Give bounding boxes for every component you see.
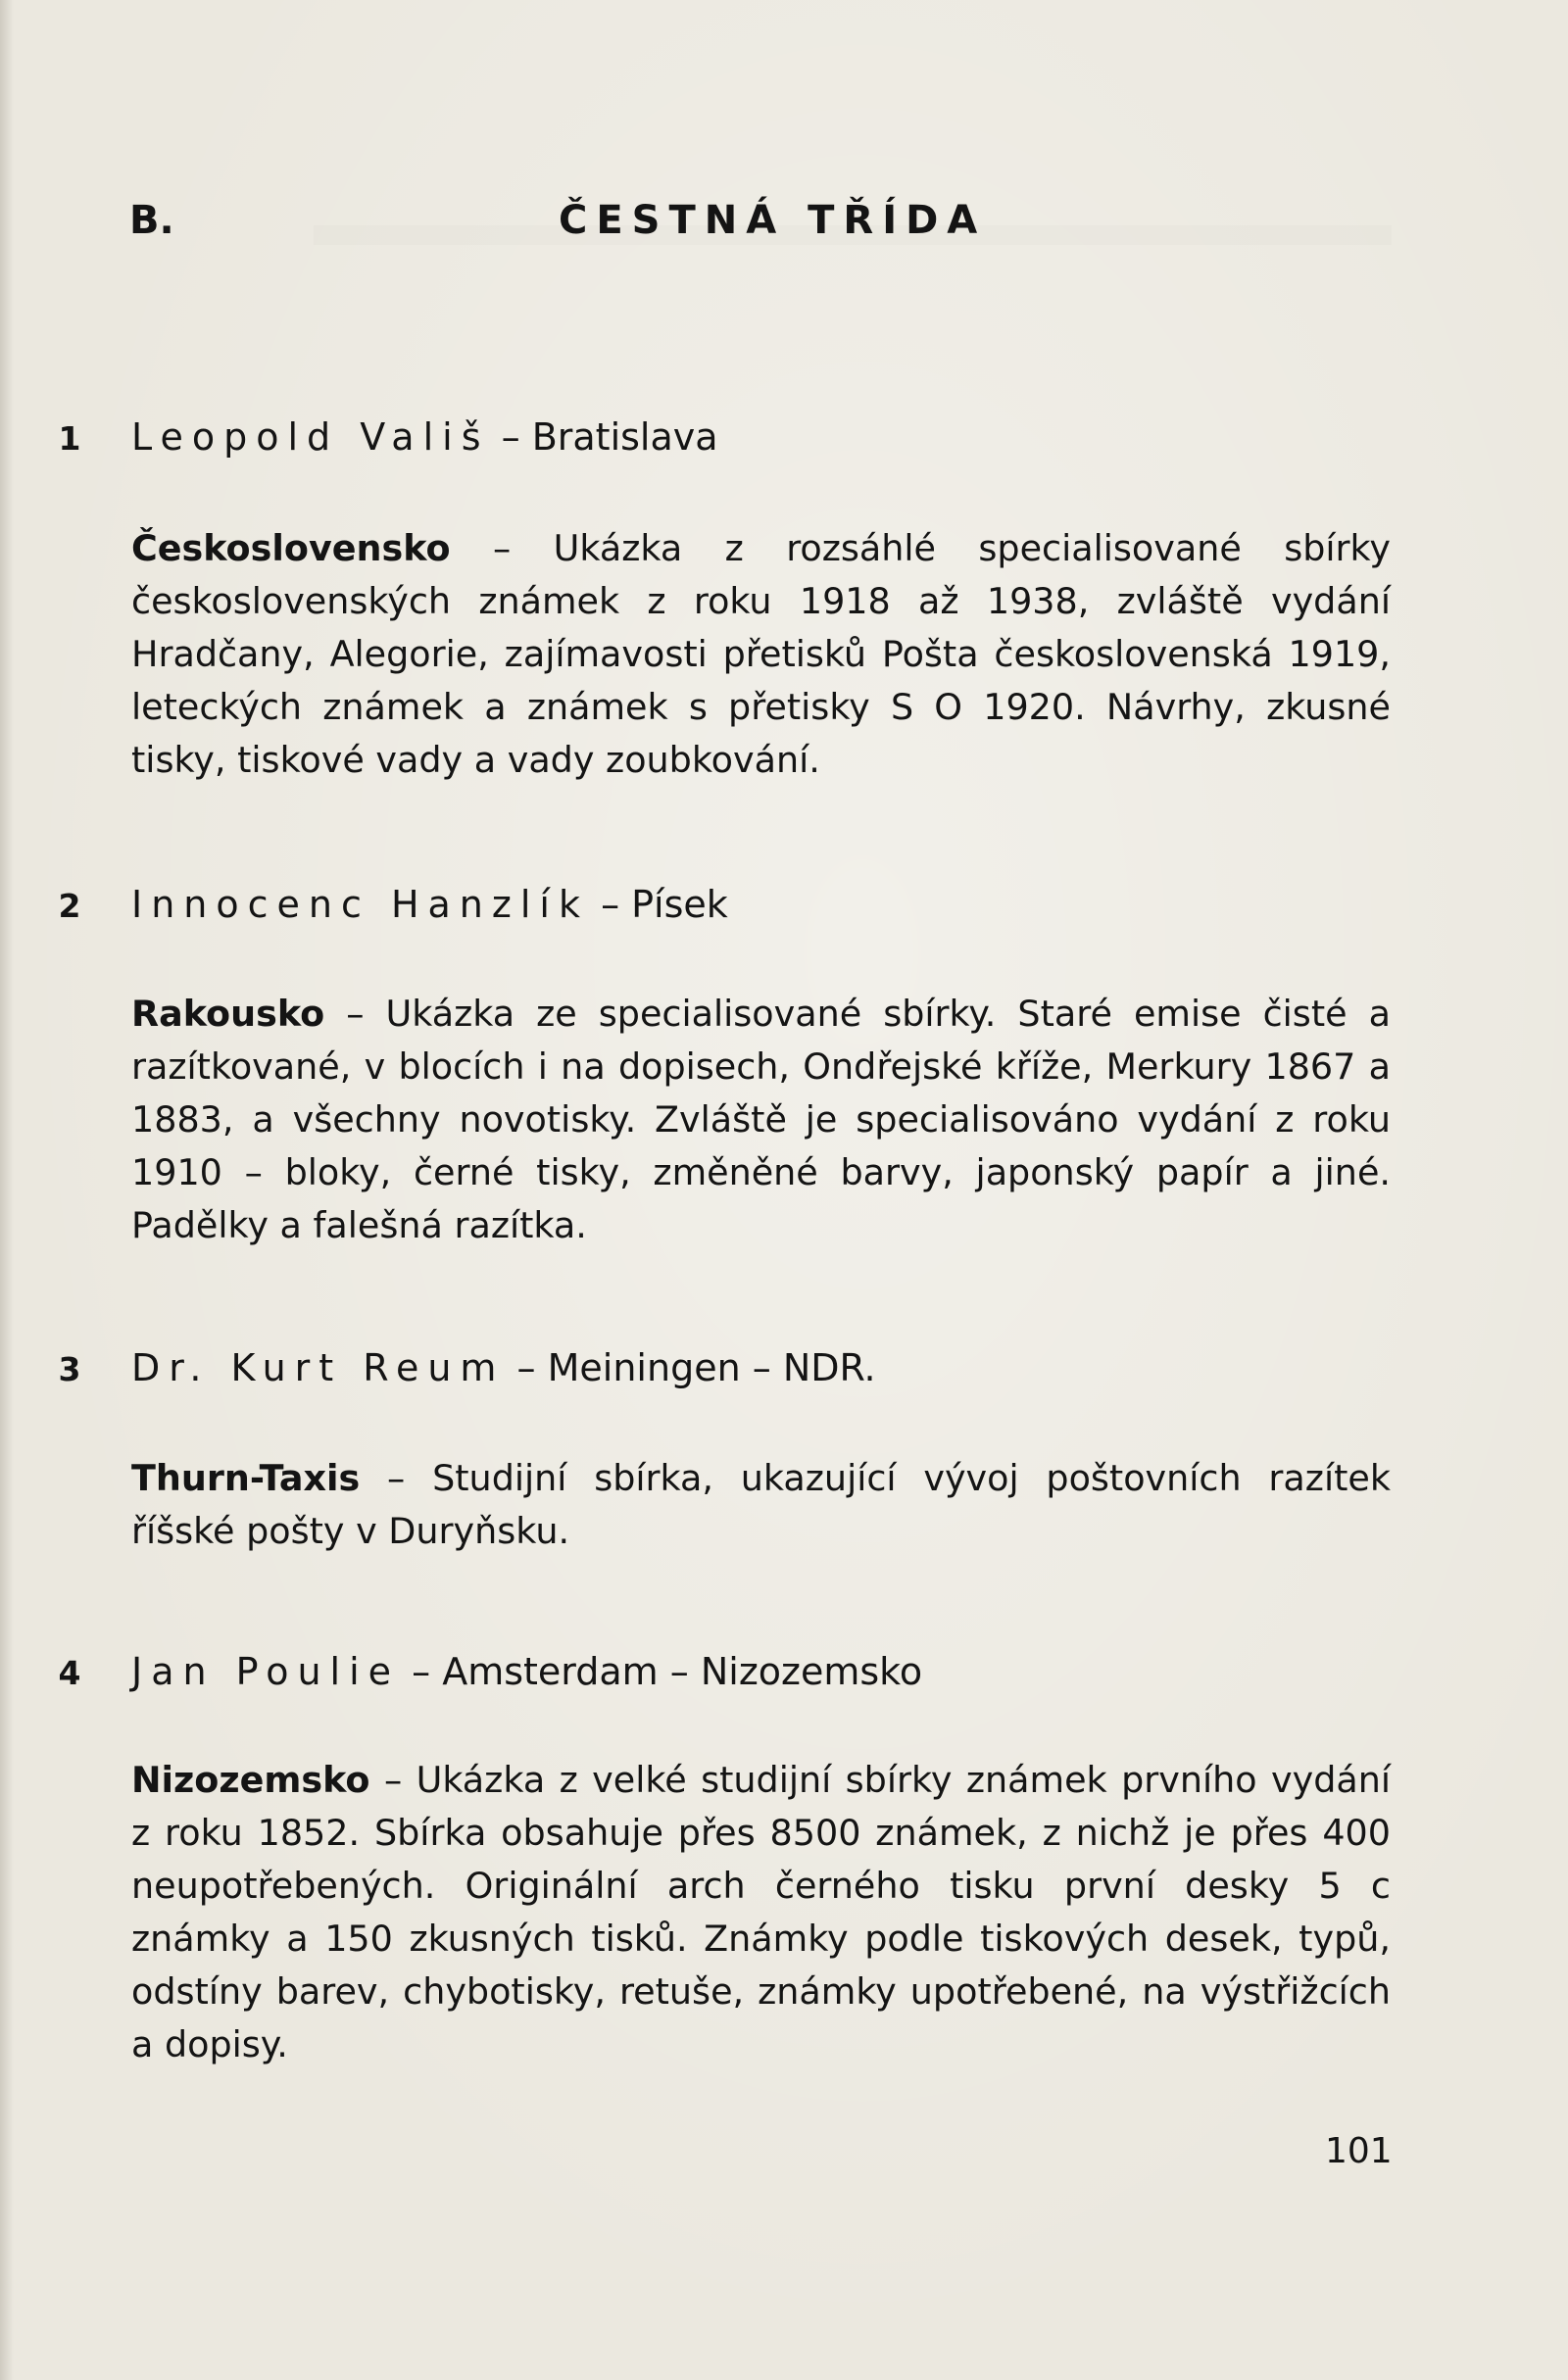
entry-exhibitor-line (131, 1650, 922, 1693)
exhibitor-location: – Písek (601, 883, 728, 926)
exhibitor-name: Dr. Kurt Reum (131, 1346, 506, 1389)
country-name: Rakousko (131, 993, 325, 1035)
entry-exhibitor-line (131, 1346, 876, 1389)
page-edge-shadow (0, 0, 14, 2380)
entry-exhibitor-line (131, 415, 718, 459)
entry-description (131, 1452, 1391, 1558)
description-text: – Studijní sbírka, ukazující vývoj poštovních razítek říšské pošty v Duryňsku. (131, 1457, 1391, 1552)
country-name: Nizozemsko (131, 1759, 370, 1801)
entry-exhibitor-line (131, 883, 728, 926)
exhibitor-location: – Meiningen – NDR. (516, 1346, 876, 1389)
description-text: – Ukázka z rozsáhlé specialisované sbírky československých známek z roku 1918 až 1938, zvláště vydání Hradčany, Alegorie, zajímavosti přetisků Pošta československá 1919, leteckých známek a známek s přetisky S O 1920. Návrhy, zkusné tisky, tiskové vady a vady zoubkování. (131, 527, 1391, 781)
entry-number: 1 (58, 419, 81, 458)
section-title: ČESTNÁ TŘÍDA (559, 198, 987, 243)
entry-description (131, 988, 1391, 1252)
country-name: Československo (131, 527, 451, 569)
exhibitor-location: – Amsterdam – Nizozemsko (412, 1650, 923, 1693)
entry-description (131, 522, 1391, 787)
country-name: Thurn-Taxis (131, 1457, 361, 1499)
exhibitor-name: Jan Poulie (131, 1650, 401, 1693)
exhibitor-location: – Bratislava (501, 415, 718, 459)
entry-number: 4 (58, 1654, 81, 1692)
section-letter: B. (129, 198, 174, 243)
entry-description (131, 1754, 1391, 2071)
section-header (127, 198, 1401, 257)
description-text: – Ukázka ze specialisované sbírky. Staré emise čisté a razítkované, v blocích i na dopisech, Ondřejské kříže, Merkury 1867 a 1883, a všechny novotisky. Zvláště je specialisováno vydání z roku 1910 – bloky, černé tisky, změněné barvy, japonský papír a jiné. Padělky a falešná razítka. (131, 993, 1391, 1246)
entry-number: 2 (58, 887, 81, 925)
exhibitor-name: Leopold Vališ (131, 415, 490, 459)
entry-number: 3 (58, 1350, 81, 1388)
description-text: – Ukázka z velké studijní sbírky známek prvního vydání z roku 1852. Sbírka obsahuje přes 8500 známek, z nichž je přes 400 neupotřebených. Originální arch černého tisku první desky 5 c známky a 150 zkusných tisků. Známky podle tiskových desek, typů, odstíny barev, chybotisky, retuše, známky upotřebené, na výstřižcích a dopisy. (131, 1759, 1392, 2065)
page-number: 101 (1325, 2131, 1393, 2171)
exhibitor-name: Innocenc Hanzlík (131, 883, 589, 926)
